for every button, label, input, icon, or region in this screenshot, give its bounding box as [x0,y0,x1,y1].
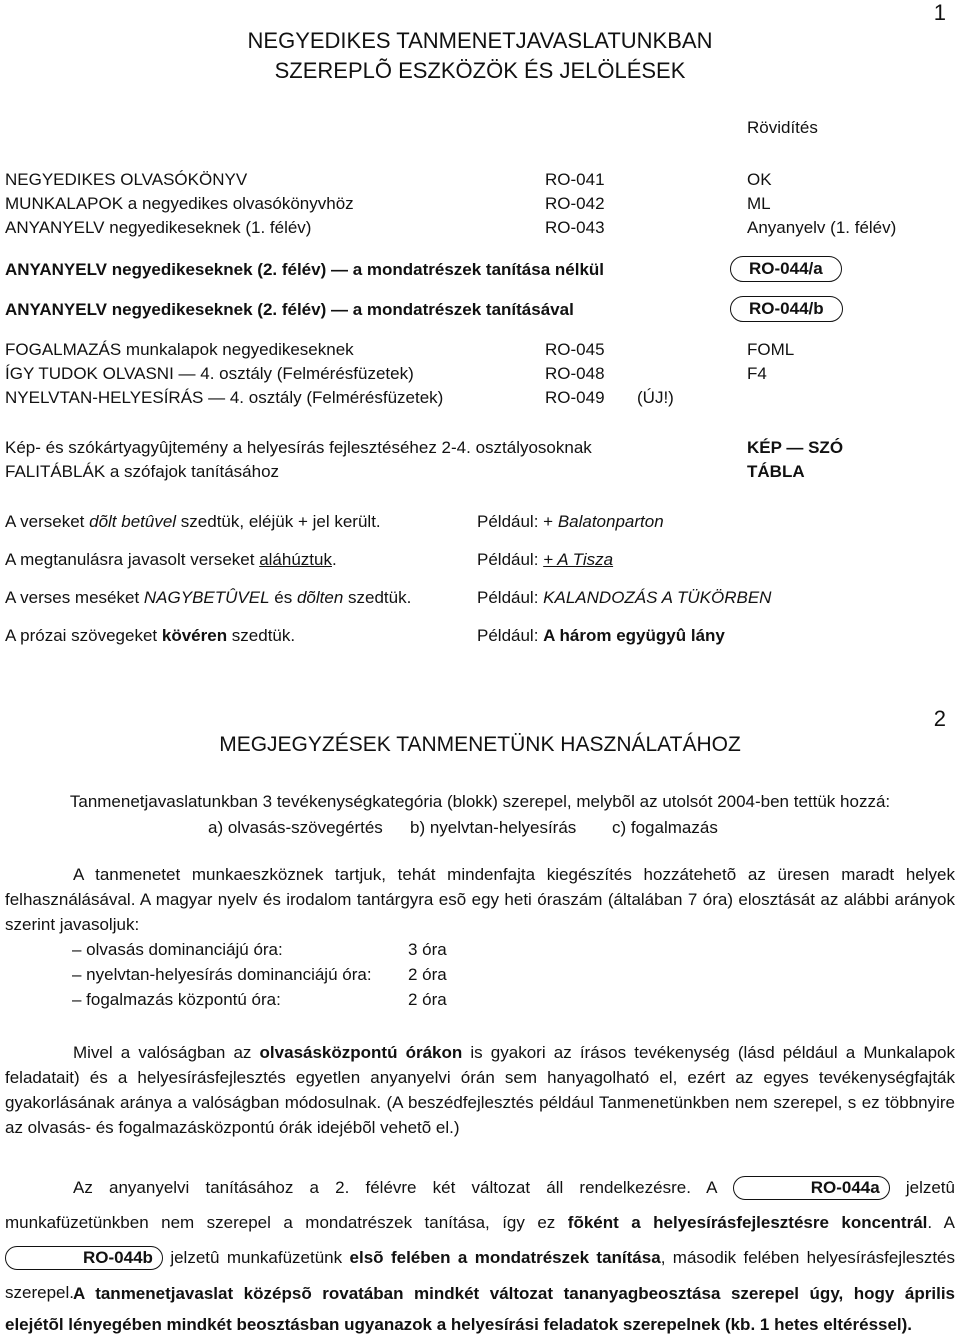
tool-row [5,388,955,410]
tool-row [5,218,955,240]
notation-rule-memorize: A megtanulásra javasolt verseket aláhúztuk. [5,550,337,569]
tool-name: ANYANYELV negyedikeseknek (2. félév) — a mondatrészek tanítása nélkül [5,260,605,279]
tool-abbr: OK [747,170,772,189]
card-name: Kép- és szókártyagyûjtemény a helyesírás fejlesztéséhez 2-4. osztályosoknak [5,438,592,457]
notation-example-memorize: Például: + A Tisza [477,550,614,569]
tool-abbr: F4 [747,364,767,383]
category-b: b) nyelvtan-helyesírás [410,818,577,837]
code-badge: RO-044/a [730,256,842,282]
tool-code: RO-041 [545,170,605,189]
category-a: a) olvasás-szövegértés [208,818,383,837]
tool-code: RO-048 [545,364,605,383]
code-badge: RO-044/b [730,296,843,322]
tool-note: (ÚJ!) [637,388,674,407]
page-number-1: 1 [933,0,946,25]
card-name: FALITÁBLÁK a szófajok tanításához [5,462,280,481]
notation-example-verse-tale: Például: KALANDOZÁS A TÜKÖRBEN [477,588,772,607]
tool-name: FOGALMAZÁS munkalapok negyedikeseknek [5,340,354,359]
tool-name: ÍGY TUDOK OLVASNI — 4. osztály (Felmérésfüzetek) [5,364,414,383]
paragraph-usage: A tanmenetet munkaeszköznek tartjuk, tehát mindenfajta kiegészítés hozzátehetõ az üresen maradt helyek felhasználásával. A magyar nyelv és irodalom tantárgyra esõ egy heti óraszám (általában 7 óra) elosztását az alábbi arányok szerint javasoljuk: [5,865,955,934]
section-title: MEGJEGYZÉSEK TANMENETÜNK HASZNÁLATÁHOZ [219,733,741,756]
card-row [5,438,955,460]
tool-name: ANYANYELV negyedikeseknek (1. félév) [5,218,312,237]
notation-example-prose: Például: A három együgyû lány [477,626,725,645]
hours-label: – fogalmazás központú óra: [72,990,281,1009]
card-abbr: KÉP — SZÓ [747,438,844,457]
tool-code: RO-043 [545,218,605,237]
hours-label: – olvasás dominanciájú óra: [72,940,283,959]
page-number-2: 2 [933,706,946,731]
code-badge-044a: RO-044a [733,1176,890,1200]
abbreviation-heading: Rövidítés [747,118,818,137]
card-row [5,462,955,484]
tool-name: ANYANYELV negyedikeseknek (2. félév) — a mondatrészek tanításával [5,300,574,319]
tool-name: NEGYEDIKES OLVASÓKÖNYV [5,170,248,189]
paragraph-reading-focus: Mivel a valóságban az olvasásközpontú órákon is gyakori az írásos tevékenység (lásd például a Munkalapok feladatait) és a helyesírásfejlesztés egyetlen anyanyelvi órán sem hanyagolható el, ezért az egyes tevékenységfajták gyakorlásának aránya a valóságban módosulnak. (A beszédfejlesztés például Tanmenetünkben nem szerepel, s ez többnyire az olvasás- és fogalmazásközpontú órák idejébõl vehetõ el.) [5,1043,955,1137]
page-title-line2: SZEREPLÕ ESZKÖZÖK ÉS JELÖLÉSEK [274,58,686,83]
paragraph-categories: Tanmenetjavaslatunkban 3 tevékenységkategória (blokk) szerepel, melybõl az utolsót 2004-ben tettük hozzá: [69,792,891,811]
tool-row [5,194,955,216]
code-badge-044b: RO-044b [5,1246,163,1270]
tool-row-bold [5,260,955,282]
tool-row [5,170,955,192]
tool-code: RO-049 [545,388,605,407]
tool-row [5,364,955,386]
hours-value: 3 óra [408,940,447,959]
card-abbr: TÁBLA [747,462,805,481]
paragraph-variants: Az anyanyelvi tanításához a 2. félévre két változat áll rendelkezésre. A RO-044a jelzetû munkafüzetünkben nem szerepel a mondatrészek tanítása, így ez fõként a helyesírásfejlesztésre koncentrál. A RO-044b jelzetû munkafüzetünk elsõ felében a mondatrészek tanítása, második felében helyesírásfejlesztés szerepel. [5,1178,956,1302]
tool-code: RO-045 [545,340,605,359]
hours-value: 2 óra [408,990,447,1009]
tool-name: NYELVTAN-HELYESÍRÁS — 4. osztály (Felmérésfüzetek) [5,388,444,407]
tool-name: MUNKALAPOK a negyedikes olvasókönyvhöz [5,194,354,213]
tool-abbr: Anyanyelv (1. félév) [747,218,897,237]
notation-example-verse: Például: + Balatonparton [477,512,664,531]
notation-rule-verse: A verseket dõlt betûvel szedtük, eléjük + jel került. [5,512,381,531]
hours-value: 2 óra [408,965,447,984]
tool-code: RO-042 [545,194,605,213]
paragraph-schedule: A tanmenetjavaslat középsõ rovatában mindkét változat tananyagbeosztása szerepel úgy, hogy április elejétõl lényegében mindkét beosztásban ugyanazok a helyesírási feladatok szerepelnek (kb. 1 hetes eltéréssel). [5,1284,955,1334]
category-c: c) fogalmazás [612,818,718,837]
hours-label: – nyelvtan-helyesírás dominanciájú óra: [72,965,372,984]
tool-abbr: FOML [747,340,795,359]
tool-row [5,340,955,362]
page-title-line1: NEGYEDIKES TANMENETJAVASLATUNKBAN [247,28,713,53]
notation-rule-verse-tale: A verses meséket NAGYBETÛVEL és dõlten szedtük. [5,588,412,607]
tool-abbr: ML [747,194,771,213]
notation-rule-prose: A prózai szövegeket kövéren szedtük. [5,626,296,645]
tool-row-bold [5,300,955,322]
